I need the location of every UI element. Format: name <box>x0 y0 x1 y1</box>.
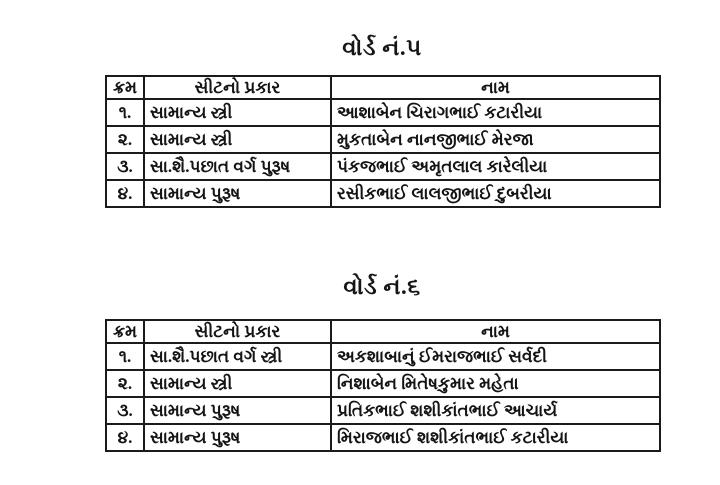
seat-type-cell: સામાન્ય પુરૂષ <box>144 397 331 424</box>
ward-5-table <box>105 75 661 208</box>
name-cell: અકશાબાનું ઈમરાજભાઈ સર્વદી <box>331 343 660 370</box>
name-cell: પંકજભાઈ અમૃતલાલ કારેલીયા <box>331 153 660 180</box>
seat-type-cell: સામાન્ય સ્ત્રી <box>144 99 331 126</box>
serial-cell: ૪. <box>106 424 144 451</box>
header-seat-type: સીટનો પ્રકાર <box>144 320 331 343</box>
table-row <box>106 397 660 424</box>
serial-cell: ૧. <box>106 343 144 370</box>
table-header-row <box>106 320 660 343</box>
table-header-row <box>106 76 660 99</box>
header-name: નામ <box>331 320 660 343</box>
table-row <box>106 370 660 397</box>
ward-6-section <box>105 272 659 452</box>
seat-type-cell: સામાન્ય પુરૂષ <box>144 180 331 207</box>
table-row <box>106 343 660 370</box>
name-cell: આશાબેન ચિરાગભાઈ કટારીયા <box>331 99 660 126</box>
header-name: નામ <box>331 76 660 99</box>
header-seat-type: સીટનો પ્રકાર <box>144 76 331 99</box>
serial-cell: ૧. <box>106 99 144 126</box>
serial-cell: ૩. <box>106 153 144 180</box>
seat-type-cell: સા.શૈ.પછાત વર્ગ પુરૂષ <box>144 153 331 180</box>
serial-cell: ૪. <box>106 180 144 207</box>
seat-type-cell: સામાન્ય સ્ત્રી <box>144 126 331 153</box>
header-serial: ક્રમ <box>106 320 144 343</box>
name-cell: નિશાબેન મિતેષકુમાર મહેતા <box>331 370 660 397</box>
serial-cell: ૩. <box>106 397 144 424</box>
name-cell: રસીકભાઈ લાલજીભાઈ દુબરીયા <box>331 180 660 207</box>
serial-cell: ૨. <box>106 126 144 153</box>
table-row <box>106 424 660 451</box>
ward-5-title: વોર્ડ નં.૫ <box>342 35 422 60</box>
seat-type-cell: સા.શૈ.પછાત વર્ગ સ્ત્રી <box>144 343 331 370</box>
header-serial: ક્રમ <box>106 76 144 99</box>
table-row <box>106 180 660 207</box>
name-cell: પ્રતિકભાઈ શશીકાંતભાઈ આચાર્ય <box>331 397 660 424</box>
table-row <box>106 126 660 153</box>
seat-type-cell: સામાન્ય સ્ત્રી <box>144 370 331 397</box>
table-row <box>106 153 660 180</box>
ward-5-section <box>105 33 659 208</box>
name-cell: મિરાજભાઈ શશીકાંતભાઈ કટારીયા <box>331 424 660 451</box>
ward-6-table <box>105 319 661 452</box>
serial-cell: ૨. <box>106 370 144 397</box>
table-row <box>106 99 660 126</box>
ward-6-title: વોર્ડ નં.૬ <box>343 274 421 299</box>
seat-type-cell: સામાન્ય પુરૂષ <box>144 424 331 451</box>
name-cell: મુકતાબેન નાનજીભાઈ મેરજા <box>331 126 660 153</box>
